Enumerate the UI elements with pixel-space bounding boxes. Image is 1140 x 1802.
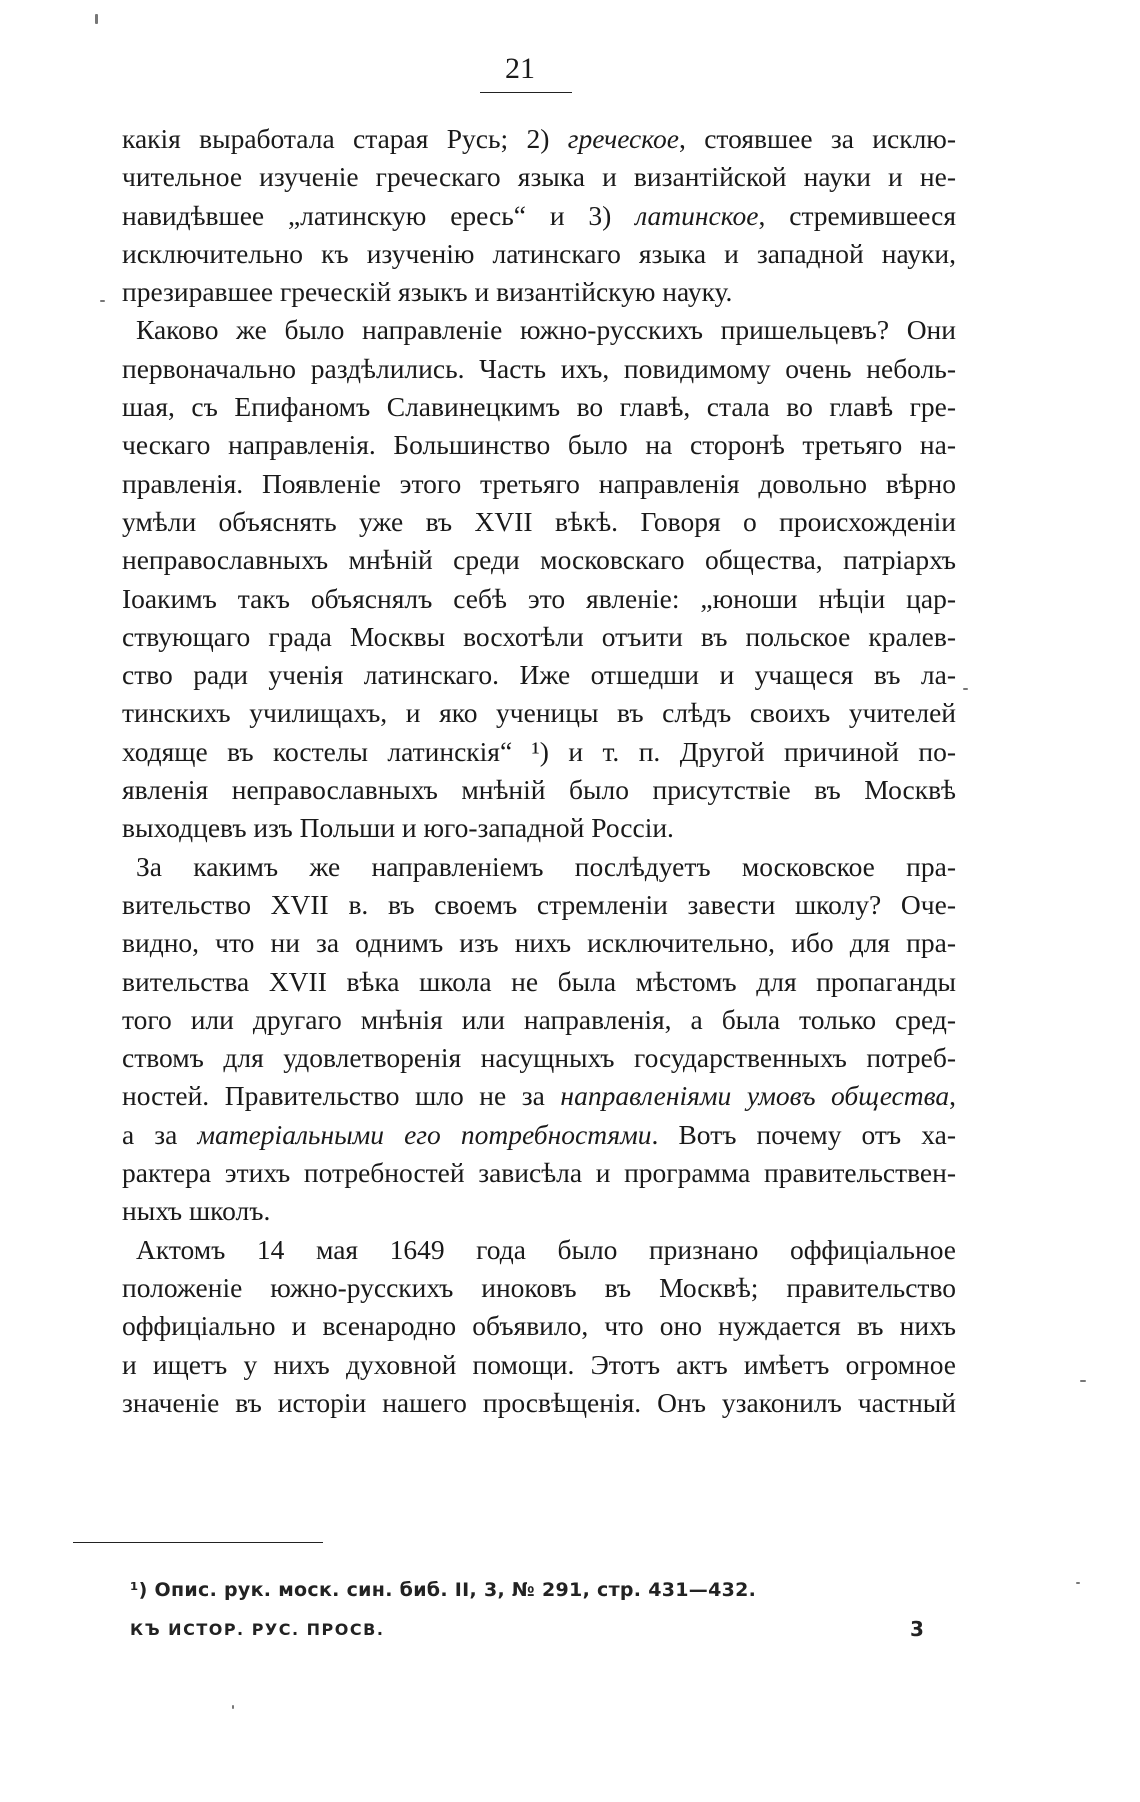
text-run: вительства XVII вѣка школа не была мѣстомъ для пропаганды <box>122 965 956 997</box>
text-run: ческаго направленія. Большинство было на сторонѣ третьяго на- <box>122 429 956 461</box>
text-line <box>122 311 956 349</box>
text-run: умѣли объяснять уже въ XVII вѣкѣ. Говоря о происхожденіи <box>122 505 956 537</box>
text-line <box>122 1384 956 1422</box>
text-line <box>122 465 956 503</box>
text-line <box>122 694 956 732</box>
main-text <box>122 120 956 1422</box>
text-line <box>122 1307 956 1345</box>
text-run: видно, что ни за однимъ изъ нихъ исключительно, ибо для пра- <box>122 927 956 959</box>
text-run: тинскихъ училищахъ, и яко ученицы въ слѣдъ своихъ учителей <box>122 697 956 729</box>
text-run: Актомъ 14 мая 1649 года было признано оффиціальное <box>136 1233 956 1265</box>
text-run: вительство XVII в. въ своемъ стремленіи завести школу? Оче- <box>122 888 956 920</box>
text-run: Іоакимъ такъ объяснялъ себѣ это явленіе: „юноши нѣціи цар- <box>122 582 956 614</box>
scan-speck <box>1080 1380 1086 1382</box>
text-run: шая, съ Епифаномъ Славинецкимъ во главѣ, стала во главѣ гре- <box>122 391 956 423</box>
text-run: чительное изученіе греческаго языка и византійской науки и не- <box>122 161 956 193</box>
text-run: ностей. Правительство шло не за <box>122 1080 561 1112</box>
text-line <box>122 1116 956 1154</box>
text-run: , стремившееся <box>758 199 956 231</box>
text-run: исключительно къ изученію латинскаго языка и западной науки, <box>122 237 956 269</box>
text-line <box>122 197 956 235</box>
text-run: значеніе въ исторіи нашего просвѣщенія. Онъ узаконилъ частный <box>122 1386 956 1418</box>
text-line <box>122 963 956 1001</box>
scan-speck <box>963 688 968 690</box>
text-run: неправославныхъ мнѣній среди московскаго общества, патріархъ <box>122 544 956 576</box>
text-line <box>122 273 956 311</box>
text-line <box>122 1231 956 1269</box>
italic-phrase: латинское <box>635 199 759 231</box>
sheet-number: 3 <box>910 1617 924 1641</box>
text-run: ходяще въ костелы латинскія“ ¹) и т. п. Другой причиной по- <box>122 735 956 767</box>
text-line <box>122 733 956 771</box>
text-line <box>122 503 956 541</box>
scan-speck <box>1076 1582 1080 1584</box>
text-line <box>122 541 956 579</box>
text-run: За какимъ же направленіемъ послѣдуетъ московское пра- <box>136 850 956 882</box>
text-line <box>122 235 956 273</box>
text-run: , стоявшее за исклю- <box>679 123 956 154</box>
text-run: ство ради ученія латинскаго. Иже отшедши и учащеся въ ла- <box>122 659 956 691</box>
scan-speck <box>232 1705 234 1709</box>
text-run: правленія. Появленіе этого третьяго направленія довольно вѣрно <box>122 467 956 499</box>
text-run: какія выработала старая Русь; 2) <box>122 123 568 154</box>
text-line <box>122 426 956 464</box>
text-run: ствующаго града Москвы восхотѣли отъити въ польское кралев- <box>122 620 956 652</box>
text-line <box>122 924 956 962</box>
text-line <box>122 1269 956 1307</box>
text-run: . Вотъ почему отъ ха- <box>651 1118 956 1150</box>
text-line <box>122 618 956 656</box>
text-line <box>122 350 956 388</box>
text-run: явленія неправославныхъ мнѣній было присутствіе въ Москвѣ <box>122 774 956 806</box>
page-number-underline <box>480 92 572 93</box>
text-line <box>122 848 956 886</box>
scan-speck <box>95 14 98 24</box>
printer-signature: КЪ ИСТОР. РУС. ПРОСВ. <box>130 1620 385 1639</box>
text-line <box>122 1001 956 1039</box>
text-line <box>122 656 956 694</box>
footnote-separator <box>73 1542 323 1543</box>
text-run: положеніе южно-русскихъ иноковъ въ Москвѣ; правительство <box>122 1271 956 1303</box>
text-line <box>122 886 956 924</box>
text-line <box>122 158 956 196</box>
text-run: и ищетъ у нихъ духовной помощи. Этотъ актъ имѣетъ огромное <box>122 1348 956 1380</box>
text-run: Каково же было направленіе южно-русскихъ пришельцевъ? Они <box>136 314 956 346</box>
text-run: презиравшее греческій языкъ и византійскую науку. <box>122 276 733 308</box>
scan-speck <box>100 300 105 302</box>
text-run: того или другаго мнѣнія или направленія, а была только сред- <box>122 1003 956 1035</box>
text-line <box>122 120 956 158</box>
text-line <box>122 1154 956 1192</box>
text-run: ныхъ школъ. <box>122 1195 271 1227</box>
text-run: рактера этихъ потребностей зависѣла и программа правительствен- <box>122 1157 956 1189</box>
text-line <box>122 1077 956 1115</box>
text-line <box>122 1192 956 1230</box>
text-line <box>122 388 956 426</box>
text-line <box>122 580 956 618</box>
text-run: а за <box>122 1118 198 1150</box>
text-line <box>122 809 956 847</box>
italic-phrase: матеріальными его потребностями <box>197 1118 652 1150</box>
text-run: выходцевъ изъ Польши и юго-западной Россіи. <box>122 812 674 844</box>
italic-phrase: греческое <box>567 123 680 154</box>
italic-phrase: направленіями умовъ общества <box>560 1080 950 1112</box>
text-line <box>122 1039 956 1077</box>
text-run: , <box>949 1080 956 1112</box>
text-run: ствомъ для удовлетворенія насущныхъ государственныхъ потреб- <box>122 1042 956 1074</box>
text-run: навидѣвшее „латинскую ересь“ и 3) <box>122 199 636 231</box>
footnote: ¹) Опис. рук. моск. син. биб. II, 3, № 291, стр. 431—432. <box>130 1579 757 1601</box>
page-number: 21 <box>505 52 535 85</box>
text-line <box>122 1346 956 1384</box>
text-run: оффиціально и всенародно объявило, что оно нуждается въ нихъ <box>122 1310 956 1342</box>
text-run: первоначально раздѣлились. Часть ихъ, повидимому очень неболь- <box>122 352 956 384</box>
text-line <box>122 771 956 809</box>
